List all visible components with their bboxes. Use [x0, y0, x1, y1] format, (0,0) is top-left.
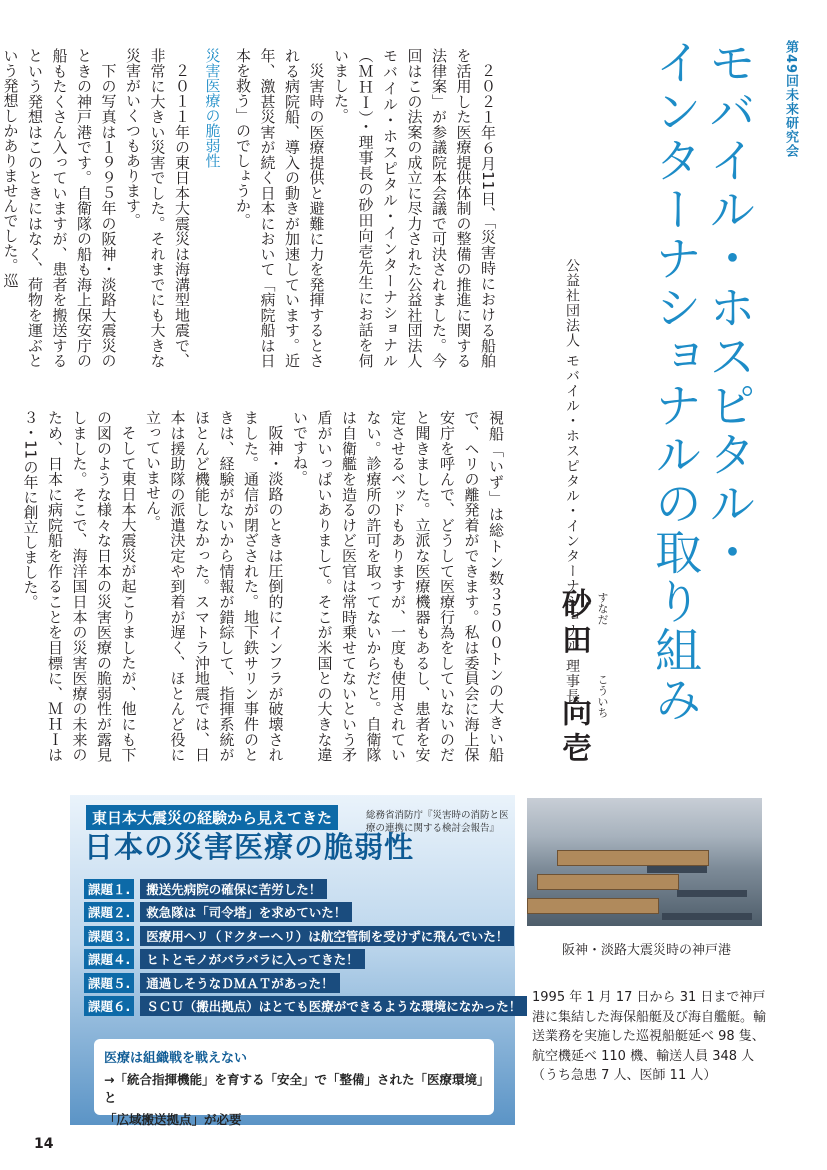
infographic-subtitle: 東日本大震災の経験から見えてきた — [86, 805, 338, 830]
article-title-line1: モバイル・ホスピタル・ — [701, 38, 756, 577]
issue-label: 課題１. — [84, 879, 134, 899]
pier-shape — [557, 850, 709, 866]
paragraph: ２０１１年の東日本大震災は海溝型地震で、非常に大きい災害でした。それまでにも大きな災害がいくつもあります。 — [124, 48, 191, 368]
issue-text: 救急隊は「司令塔」を求めていた！ — [140, 902, 352, 922]
issue-item — [84, 901, 527, 925]
issue-item — [84, 971, 527, 995]
issue-list — [84, 877, 527, 1018]
issue-text: 搬送先病院の確保に苦労した！ — [140, 879, 327, 899]
issue-item — [84, 924, 527, 948]
paragraph: 下の写真は１９９５年の阪神・淡路大震災のときの神戸港です。自衛隊の船も海上保安庁の船もたくさん入っていますが、患者を搬送するという発想はこのときにはなく、荷物を運ぶという発想しかありませんでした。巡 — [1, 48, 118, 368]
issue-text: ヒトとモノがバラバラに入ってきた！ — [140, 949, 364, 969]
vulnerability-infographic — [70, 795, 522, 1127]
issue-text: 通過しそうなＤＭＡＴがあった！ — [140, 973, 339, 993]
ship-shape — [647, 866, 707, 873]
paragraph: そして東日本大震災が起こりましたが、他にも下の図のような様々な日本の災害医療の脆弱性が露見しました。そこで、海洋国日本の災害医療の未来のため、日本に病院船を作ることを目標に、ＭＨＩは３・11の年に創立しました。 — [21, 410, 138, 762]
issue-item — [84, 995, 527, 1019]
infographic-title: 日本の災害医療の脆弱性 — [84, 830, 415, 864]
paragraph: 災害時の医療提供と避難に力を発揮するとされる病院船、導入の動きが加速しています。近年、激甚災害が続く日本において「病院船は日本を救う」のでしょうか。 — [234, 48, 326, 368]
series-label: 第49回未来研究会 — [783, 40, 798, 159]
paragraph: ２０２１年６月11日、「災害時における船舶を活用した医療提供体制の整備の推進に関する法律案」が参議院本会議で可決されました。今回はこの法案の成立に尽力された公益社団法人モバイル・ホスピタル・インターナショナル（ＭＨＩ）・理事長の砂田向壱先生にお話を伺いました。 — [332, 48, 497, 368]
issue-item — [84, 948, 527, 972]
pier-shape — [537, 874, 679, 890]
infographic-source: 総務省消防庁『災害時の消防と医療の連携に関する検討会報告』 — [366, 810, 509, 834]
paragraph: 阪神・淡路のときは圧倒的にインフラが破壊されました。通信が閉ざされた。地下鉄サリン事件のときは、経験がないから情報が錯綜して、指揮系統がほとんど機能しなかった。スマトラ沖地震では、日本は援助隊の派遣決定や到着が遅く、ほとんど役に立っていません。 — [144, 410, 285, 762]
author-name: 砂田 向壱 — [556, 588, 591, 768]
kobe-port-photo — [527, 798, 762, 926]
photo-caption: 阪神・淡路大震災時の神戸港 — [562, 943, 732, 958]
issue-text: 医療用ヘリ（ドクターヘリ）は航空管制を受けずに飛んでいた！ — [140, 926, 514, 946]
conclusion-text: 「広域搬送拠点」が必要 — [104, 1112, 242, 1127]
issue-item — [84, 877, 527, 901]
issue-label: 課題４. — [84, 949, 134, 969]
section-heading: 災害医療の脆弱性 — [203, 48, 222, 168]
issue-text: ＳＣＵ（搬出拠点）はとても医療ができるような環境になかった！ — [140, 996, 527, 1016]
conclusion-heading: 医療は組織戦を戦えない — [104, 1051, 248, 1066]
conclusion-panel — [94, 1039, 494, 1127]
article-body-upper — [1, 48, 500, 368]
article-title-line2: インターナショナルの取り組み — [647, 38, 702, 724]
page-number: 14 — [34, 1136, 54, 1152]
issue-label: 課題５. — [84, 973, 134, 993]
pier-shape — [527, 898, 659, 914]
ship-shape — [677, 890, 747, 897]
issue-label: 課題３. — [84, 926, 134, 946]
author-organization: 公益社団法人 モバイル・ホスピタル・インターナショナル 理事長 — [564, 258, 580, 704]
issue-label: 課題６. — [84, 996, 134, 1016]
conclusion-text: →「統合指揮機能」を育する「安全」で「整備」された「医療環境」と — [104, 1072, 484, 1105]
ruby-given-name: こういち — [596, 674, 609, 718]
paragraph: 視船「いず」は総トン数３５００トンの大きい船で、ヘリの離発着ができます。私は委員会に海上保安庁を呼んで、どうして医療行為をしていないのだと聞きました。立派な医療機器もあるし、患者を安定させるベッドもありますが、一度も使用されていない。診療所の許可を取ってないからだと。自衛隊は自衛艦を造るけど医官は常時乗せてないという矛盾がいっぱいありまして。そこが米国との大きな違いですね。 — [291, 410, 505, 762]
issue-label: 課題２. — [84, 902, 134, 922]
article-body-lower — [21, 410, 508, 762]
photo-description: 1995 年 1 月 17 日から 31 日まで神戸港に集結した海保船艇及び海自艦艇。輸送業務を実施した巡視船艇延べ 98 隻、航空機延べ 110 機、輸送人員 348 人（うち急患 7 人、医師 11 人） — [532, 990, 767, 1083]
ship-shape — [662, 913, 752, 920]
ruby-family-name: すなだ — [596, 592, 609, 625]
